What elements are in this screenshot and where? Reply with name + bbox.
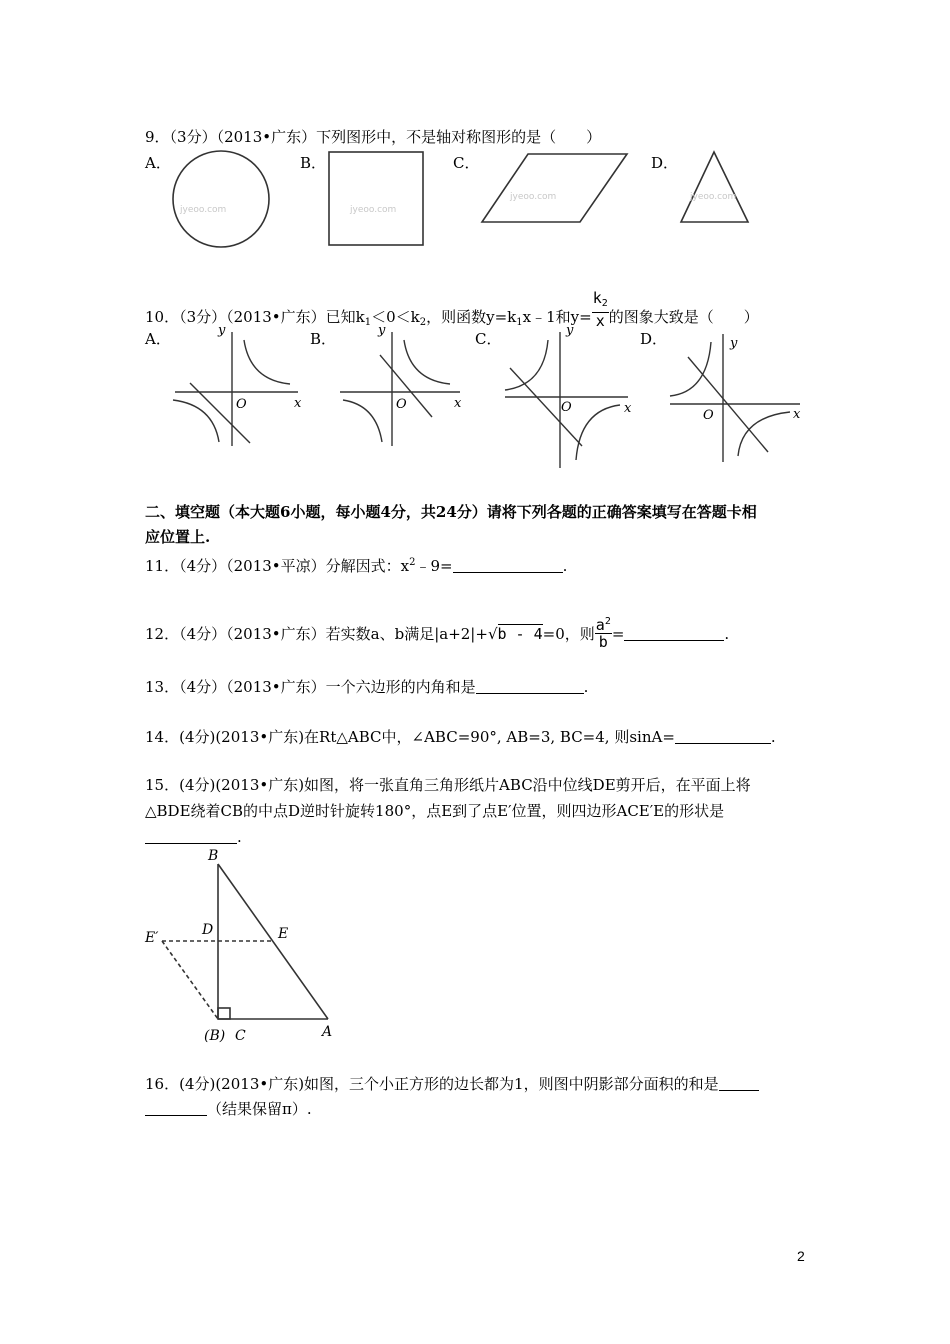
q16-line2: （结果保留π）.: [145, 1099, 312, 1119]
watermark: jyeoo.com: [350, 205, 397, 215]
page-number: 2: [797, 1248, 805, 1264]
q15-label-a: A: [322, 1024, 333, 1040]
q15-label-d: D: [202, 922, 214, 938]
q15-label-e: E: [278, 926, 289, 942]
watermark: jyeoo.com: [180, 205, 227, 215]
watermark: jyeoo.com: [510, 192, 557, 202]
q10-option-b-label: B．: [310, 330, 337, 348]
q10-c-origin: O: [561, 400, 572, 415]
q14: 14．(4分)(2013•广东)在Rt△ABC中，∠ABC=90°, AB=3, BC=4, 则sinA= .: [145, 728, 776, 746]
q9-option-b-label: B．: [300, 154, 327, 172]
q13: 13．（4分）（2013•广东）一个六边形的内角和是 .: [145, 678, 589, 696]
q15-label-e-prime: E′: [145, 930, 159, 946]
q12-fraction: $\frac{a^2}{b}$: [595, 616, 611, 651]
q10-d-y-label: y: [730, 336, 738, 351]
q10-c-x-label: x: [624, 401, 632, 416]
q10-b-x-label: x: [454, 396, 462, 411]
q9-option-d-label: D．: [651, 154, 679, 172]
watermark: jyeoo.com: [690, 192, 737, 202]
q10-a-y-label: y: [218, 323, 226, 338]
q12: 12．（4分）（2013•广东）若实数a、b满足|a+2|+√b - 4=0，则 $\frac{a^2}{b}$ = .: [145, 616, 730, 651]
q10-d-origin: O: [703, 408, 714, 423]
q15-line3: .: [145, 827, 242, 847]
q10-a-origin: O: [236, 397, 247, 412]
q16-line1: 16．(4分)(2013•广东)如图，三个小正方形的边长都为1，则图中阴影部分面积的和是: [145, 1074, 759, 1094]
sqrt-icon: √: [487, 625, 498, 643]
q10-c-y-label: y: [566, 323, 574, 338]
q10-option-d-label: D．: [640, 330, 668, 348]
q10-b-y-label: y: [378, 323, 386, 338]
q10-option-a-label: A．: [145, 330, 171, 348]
q15-line1: 15．(4分)(2013•广东)如图，将一张直角三角形纸片ABC沿中位线DE剪开后，在平面上将: [145, 776, 751, 794]
q16-answer-blank-1: [719, 1076, 759, 1091]
q9-option-c-label: C．: [453, 154, 480, 172]
q15-label-b: B: [208, 848, 219, 864]
q10-option-c-label: C．: [475, 330, 502, 348]
q10-a-x-label: x: [294, 396, 302, 411]
section2-heading-line1: 二、填空题（本大题6小题，每小题4分，共24分）请将下列各题的正确答案填写在答题卡相: [145, 503, 757, 521]
q15-label-c: C: [235, 1028, 246, 1044]
q11: 11．（4分）（2013•平凉）分解因式：$x^2﹣9=$ .: [145, 557, 568, 575]
section2-heading-line2: 应位置上.: [145, 528, 211, 546]
q12-radicand: b - 4: [497, 625, 543, 643]
q16-answer-blank-2: [145, 1101, 207, 1116]
q9-option-a-label: A．: [145, 154, 171, 172]
q10-fraction: $\frac{k_2}{x}$: [592, 289, 608, 330]
q15-label-b-paren: (B): [204, 1028, 226, 1044]
q10-b-origin: O: [396, 397, 407, 412]
q9-stem: 9．（3分）（2013•广东）下列图形中，不是轴对称图形的是（ ）: [145, 128, 602, 146]
q10-d-x-label: x: [793, 407, 801, 422]
q15-line2: △BDE绕着CB的中点D逆时针旋转180°，点E到了点E′位置，则四边形ACE′E的形状是: [145, 802, 725, 820]
q10-stem: 10．（3分）（2013•广东）已知$k_1<0<k_2$，则函数$y=k_1x﹣1$和y= $\frac{k_2}{x}$ 的图象大致是（ ）: [145, 289, 759, 330]
